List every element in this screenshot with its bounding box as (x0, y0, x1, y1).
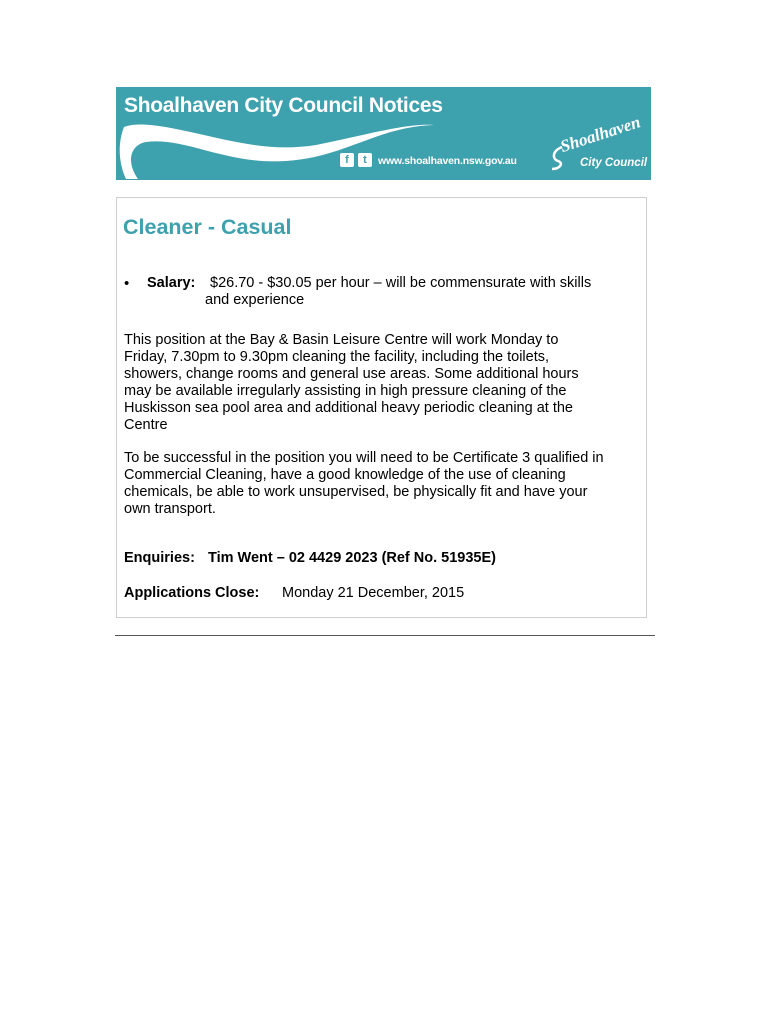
text-line: may be available irregularly assisting in high pressure cleaning of the (124, 383, 567, 399)
enquiries-contact: Tim Went – 02 4429 2023 (Ref No. 51935E) (208, 550, 496, 566)
logo-wordmark: Shoalhaven (557, 112, 643, 157)
banner-title: Shoalhaven City Council Notices (124, 94, 443, 117)
salary-value-continued: and experience (205, 292, 305, 308)
logo-subtitle: City Council (580, 157, 648, 169)
text-line: This position at the Bay & Basin Leisure Centre will work Monday to (124, 332, 559, 348)
council-logo (550, 112, 650, 175)
text-line: To be successful in the position you will need to be Certificate 3 qualified in (124, 450, 604, 466)
applications-close-date: Monday 21 December, 2015 (282, 585, 465, 601)
enquiries-label: Enquiries: (124, 550, 195, 566)
salary-label: Salary: (147, 275, 196, 291)
text-line: Friday, 7.30pm to 9.30pm cleaning the facility, including the toilets, (124, 349, 550, 365)
text-line: showers, change rooms and general use areas. Some additional hours (124, 366, 579, 382)
text-line: Centre (124, 417, 168, 433)
divider (115, 635, 655, 636)
text-line: own transport. (124, 501, 216, 517)
website-link[interactable]: www.shoalhaven.nsw.gov.au (378, 155, 517, 167)
facebook-icon[interactable]: f (340, 153, 354, 167)
requirements-description (124, 450, 644, 518)
bullet-icon: • (124, 275, 130, 292)
salary-value: $26.70 - $30.05 per hour – will be commensurate with skills (210, 275, 592, 291)
notices-banner (116, 87, 651, 180)
applications-close-label: Applications Close: (124, 585, 260, 601)
text-line: Commercial Cleaning, have a good knowledge of the use of cleaning (124, 467, 566, 483)
job-title: Cleaner - Casual (123, 215, 292, 239)
position-description (124, 332, 644, 434)
text-line: Huskisson sea pool area and additional heavy periodic cleaning at the (124, 400, 573, 416)
twitter-icon[interactable]: t (358, 153, 372, 167)
social-links (340, 153, 372, 167)
text-line: chemicals, be able to work unsupervised, be physically fit and have your (124, 484, 588, 500)
